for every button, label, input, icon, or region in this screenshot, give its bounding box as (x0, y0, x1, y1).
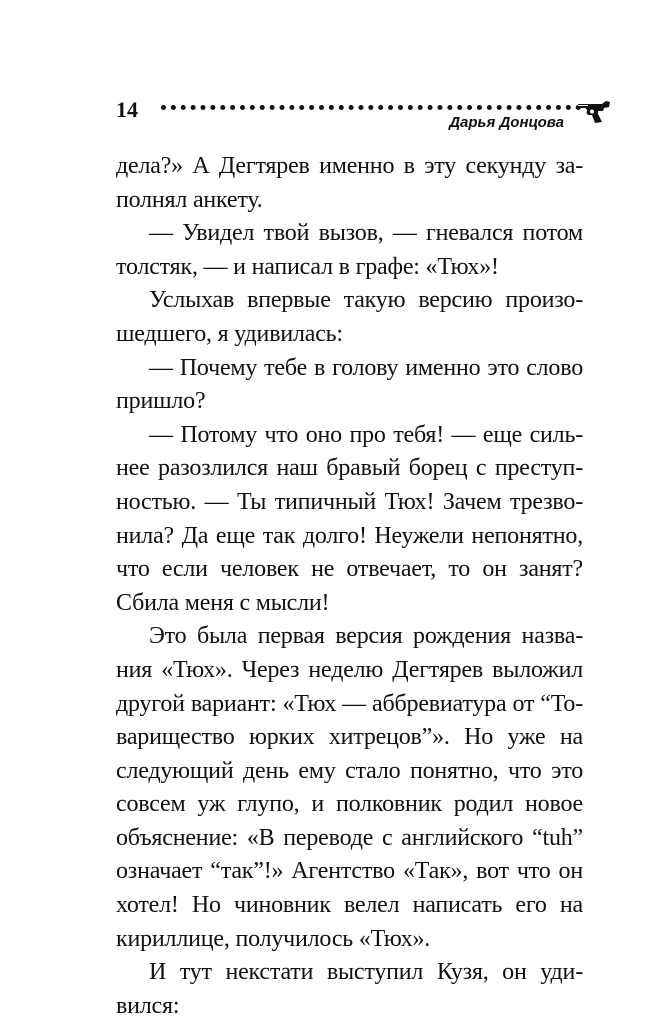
text-line: — Потому что оно про тебя! — еще силь- (149, 421, 583, 448)
text-line: варищество юрких хитрецов”». Но уже на (116, 724, 583, 751)
book-page-body (116, 150, 583, 1023)
text-line: полнял анкету. (116, 186, 263, 213)
text-line: ностью. — Ты типичный Тюх! Зачем трезво- (116, 488, 583, 515)
text-line: Это была первая версия рождения назва- (149, 623, 583, 650)
text-line: совсем уж глупо, и полковник родил новое (116, 791, 583, 818)
text-line: объяснение: «В переводе с английского “tuh” (116, 824, 583, 851)
text-line: следующий день ему стало понятно, что это (116, 757, 583, 784)
text-line: нее разозлился наш бравый борец с преступ- (116, 455, 583, 482)
text-line: означает “так”!» Агентство «Так», вот что он (116, 858, 583, 885)
text-line: кириллице, получилось «Тюх». (116, 925, 431, 952)
text-line: толстяк, — и написал в графе: «Тюх»! (116, 253, 499, 280)
revolver-icon (576, 98, 612, 124)
text-line: дела?» А Дегтярев именно в эту секунду за- (116, 153, 583, 179)
text-line: Сбила меня с мысли! (116, 589, 330, 616)
text-line: — Почему тебе в голову именно это слово (149, 354, 583, 381)
text-line: вился: (116, 992, 180, 1019)
page-header (116, 96, 612, 136)
text-line: другой вариант: «Тюх — аббревиатура от “То- (116, 690, 583, 717)
text-line: хотел! Но чиновник велел написать его на (116, 892, 583, 919)
dotted-rule (161, 105, 591, 110)
text-line: нила? Да еще так долго! Неужели непонятно, (116, 522, 583, 549)
text-line: И тут некстати выступил Кузя, он уди- (149, 959, 583, 986)
text-line: Услыхав впервые такую версию произо- (149, 287, 583, 314)
text-line: — Увидел твой вызов, — гневался потом (149, 220, 583, 247)
text-line: шедшего, я удивилась: (116, 320, 343, 347)
page-number: 14 (116, 97, 138, 122)
text-line: ния «Тюх». Через неделю Дегтярев выложил (116, 656, 583, 683)
text-line: пришло? (116, 388, 206, 415)
text-line: что если человек не отвечает, то он занят? (116, 556, 583, 583)
running-head-author: Дарья Донцова (449, 114, 564, 131)
